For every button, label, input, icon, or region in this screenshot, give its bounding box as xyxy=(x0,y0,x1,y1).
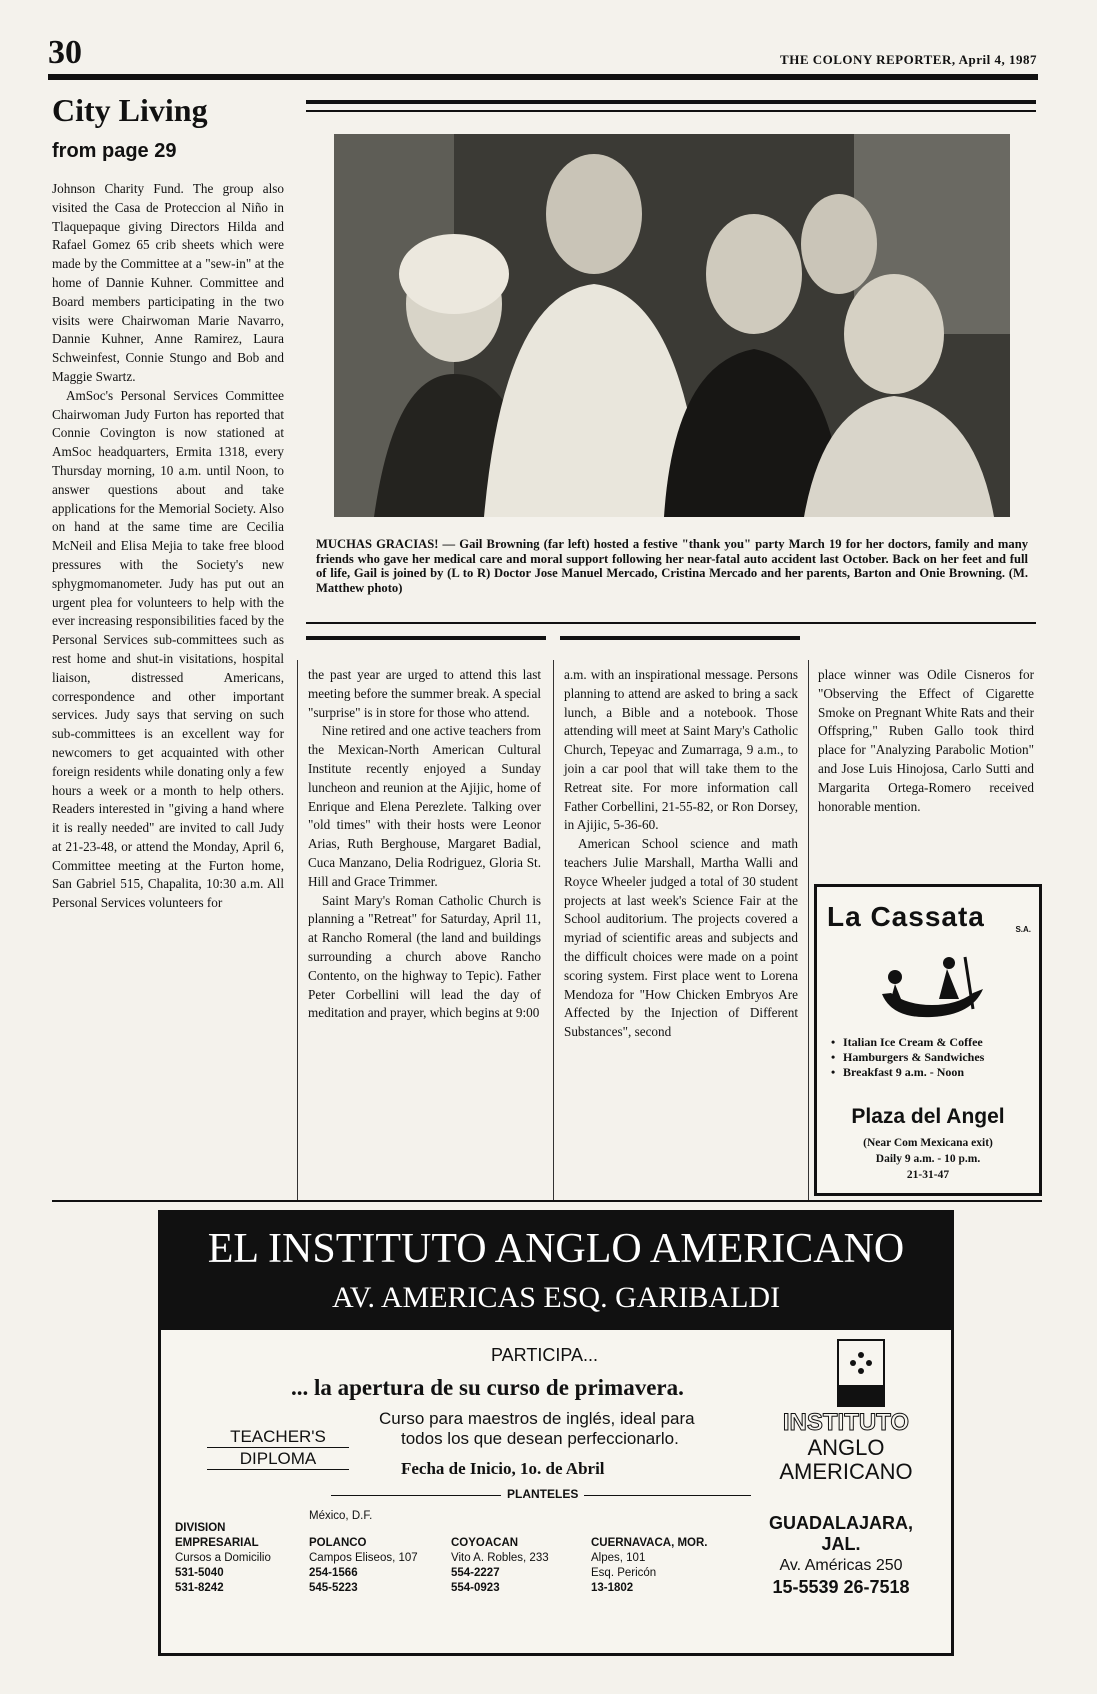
ad-location-guadalajara xyxy=(751,1513,931,1599)
article-heading: City Living xyxy=(52,92,208,128)
location-phone: 531-5040 xyxy=(175,1567,224,1579)
location-title: DIVISION xyxy=(175,1522,226,1534)
ad-la-cassata xyxy=(814,884,1042,1196)
article-column-2 xyxy=(308,666,541,1023)
ad-cassata-sa: S.A. xyxy=(1015,925,1031,934)
ad-planteles: PLANTELES xyxy=(501,1487,584,1501)
ad-location-coyoacan xyxy=(451,1536,549,1596)
location-phone: 531-8242 xyxy=(175,1582,224,1594)
article-paragraph: American School science and math teachers Julie Marshall, Martha Walli and Royce Wheeler judged a total of 30 student projects at last week's Science Fair at the School auditorium. The projects covered a myriad of scientific areas and subjects and the difficult choices were made on a point scoring system. First place went to Lorena Mendoza for "How Chicken Embryos Are Affected by the Injection of Different Substances", second xyxy=(564,836,798,1040)
location-address: Cursos a Domicilio xyxy=(175,1552,271,1564)
ad-location-cuernavaca xyxy=(591,1536,708,1596)
ad-location-division xyxy=(175,1521,271,1596)
location-title: COYOACAN xyxy=(451,1537,519,1549)
ad-cassata-phone: 21-31-47 xyxy=(906,1169,950,1181)
instituto-logo-icon xyxy=(837,1339,885,1407)
article-column-4 xyxy=(818,666,1034,816)
photo-caption: MUCHAS GRACIAS! — Gail Browning (far left) hosted a festive "thank you" party March 19 for her doctors, family and many friends who gave her medical care and moral support following her near-fatal auto accident last October. Back on her feet and full of life, Gail is joined by (L to R) Doctor Jose Manuel Mercado, Cristina Mercado and her parents, Barton and Onie Browning. (M. Matthew photo) xyxy=(316,537,1028,595)
article-paragraph: Johnson Charity Fund. The group also visited the Casa de Proteccion al Niño in Tlaquepaque giving Directors Hilda and Rafael Gomez 65 crib sheets which were made by the Committee at a "sew-in" at the home of Dannie Kuhner. Committee and Board members participating in the two visits were Chairwoman Marie Navarro, Dannie Kuhner, Anne Ramirez, Laura Schweinfest, Connie Stungo and Bob and Maggie Swartz. xyxy=(52,181,284,384)
location-address: Alpes, 101 xyxy=(591,1552,646,1564)
col3-top-rule xyxy=(560,636,800,640)
ad-participa: PARTICIPA... xyxy=(491,1345,599,1365)
ad-logo-line2: AMERICANO xyxy=(779,1459,913,1484)
article-paragraph: Nine retired and one active teachers from the Mexican-North American Cultural Institute recently enjoyed a Sunday luncheon and reunion at the Ajijic, home of Enrique and Elena Perezlete. Talking over "old times" with their hosts were Leonor Arias, Ruth Berghouse, Margaret Badial, Cuca Manzano, Delia Rodriguez, Gloria St. Hill and Grace Trimmer. xyxy=(308,723,541,889)
ad-cassata-hours: Daily 9 a.m. - 10 p.m. xyxy=(875,1153,981,1165)
ad-mexico-df: México, D.F. xyxy=(309,1510,373,1522)
column-divider xyxy=(553,660,554,1200)
location-phone: 13-1802 xyxy=(591,1582,634,1594)
header-rule xyxy=(48,74,1038,80)
ad-cassata-item: • Hamburgers & Sandwiches xyxy=(843,1050,1039,1065)
ad-course-line2: todos los que desean perfeccionarlo. xyxy=(401,1429,679,1448)
article-paragraph: a.m. with an inspirational message. Persons planning to attend are asked to bring a sack lunch, a Bible and a notebook. Those attending will meet at Saint Mary's Catholic Church, Tepeyac and Zumarraga, 9 a.m., to join a car pool that will take them to the Retreat site. For more information call Father Corbellini, 21-55-82, or Ron Dorsey, in Ajijic, 5-36-60. xyxy=(564,667,798,833)
ad-logo-outline: INSTITUTO xyxy=(782,1409,910,1436)
ad-logo-line1: ANGLO xyxy=(807,1435,885,1460)
ad-cassata-item: • Breakfast 9 a.m. - Noon xyxy=(843,1065,1039,1080)
location-title: GUADALAJARA, xyxy=(769,1513,913,1533)
ad-cassata-place: Plaza del Angel xyxy=(851,1105,1005,1128)
location-address: Vito A. Robles, 233 xyxy=(451,1552,549,1564)
ad-cassata-item: • Italian Ice Cream & Coffee xyxy=(843,1035,1039,1050)
location-address: Esq. Pericón xyxy=(591,1567,657,1579)
article-paragraph: AmSoc's Personal Services Committee Chairwoman Judy Furton has reported that Connie Covington is now stationed at AmSoc headquarters, Ermita 1318, every Thursday morning, 10 a.m. until Noon, to answer questions about and take applications for the Memorial Society. Also on hand at the same time are Cecilia McNeil and Elisa Mejia to take free blood pressures with the Society's new sphygmomanometer. Judy has put out an urgent plea for volunteers to help with the ever increasing responsibilities faced by the Personal Services sub-committees such as rest home and shut-in visitations, hospital liaison, distressed Americans, correspondence and other important services. Judy says that serving on such sub-committees is an excellent way for newcomers to get acquainted with other foreign residents while donating only a few hours a week or a month to help others. Readers interested in "giving a hand where it is really needed" are invited to call Judy at 21-23-48, or attend the Monday, April 6, Committee meeting at the Furton home, San Gabriel 515, Chapalita, 10:30 a.m. All Personal Services volunteers for xyxy=(52,387,284,911)
gondola-icon xyxy=(877,949,987,1029)
article-paragraph: the past year are urged to attend this last meeting before the summer break. A special "surprise" is in store for those who attend. xyxy=(308,667,541,720)
article-column-3 xyxy=(564,666,798,1042)
location-phone: 554-0923 xyxy=(451,1582,500,1594)
location-title: CUERNAVACA, MOR. xyxy=(591,1537,708,1549)
location-title: EMPRESARIAL xyxy=(175,1537,259,1549)
ad-instituto-title: EL INSTITUTO ANGLO AMERICANO xyxy=(207,1226,905,1272)
ad-cassata-items xyxy=(829,1035,1039,1080)
location-phone: 15-5539 26-7518 xyxy=(772,1577,910,1597)
location-address: Campos Eliseos, 107 xyxy=(309,1552,418,1564)
party-photo xyxy=(334,134,1010,517)
article-subheading: from page 29 xyxy=(52,140,177,162)
photo-top-rule xyxy=(306,100,1036,104)
ad-instituto-anglo-americano xyxy=(158,1210,954,1656)
ad-cassata-location: (Near Com Mexicana exit) xyxy=(863,1137,993,1149)
column-divider xyxy=(808,660,809,1200)
location-phone: 554-2227 xyxy=(451,1567,500,1579)
col2-top-rule xyxy=(306,636,546,640)
ad-instituto-banner xyxy=(161,1213,951,1330)
location-address: Av. Américas 250 xyxy=(779,1557,903,1574)
ad-course-line1: Curso para maestros de inglés, ideal para xyxy=(379,1409,695,1428)
column-divider xyxy=(297,660,298,1200)
article-paragraph: Saint Mary's Roman Catholic Church is planning a "Retreat" for Saturday, April 11, at Rancho Romeral (the land and buildings surrounding a church above Rancho Contento, on the highway to Tepic). Father Peter Corbellini will lead the day of meditation and prayer, which begins at 9:00 xyxy=(308,892,541,1021)
content-bottom-rule xyxy=(52,1200,1042,1202)
location-title: JAL. xyxy=(821,1534,861,1554)
ad-diploma-line2: DIPLOMA xyxy=(207,1449,349,1470)
ad-diploma-line1: TEACHER'S xyxy=(207,1427,349,1448)
masthead: THE COLONY REPORTER, April 4, 1987 xyxy=(780,52,1037,67)
ad-cassata-brand: La Cassata xyxy=(827,901,985,932)
location-title: POLANCO xyxy=(309,1537,367,1549)
ad-start-date: Fecha de Inicio, 1o. de Abril xyxy=(401,1459,605,1478)
photo-top-rule-thin xyxy=(306,110,1036,112)
location-phone: 545-5223 xyxy=(309,1582,358,1594)
party-photo-image xyxy=(334,134,1010,517)
article-column-1 xyxy=(52,180,284,913)
ad-instituto-address: AV. AMERICAS ESQ. GARIBALDI xyxy=(331,1281,781,1314)
ad-apertura: ... la apertura de su curso de primavera. xyxy=(291,1375,684,1400)
location-phone: 254-1566 xyxy=(309,1567,358,1579)
page-number: 30 xyxy=(48,34,82,71)
ad-location-polanco xyxy=(309,1536,418,1596)
caption-rule xyxy=(306,622,1036,624)
article-paragraph: place winner was Odile Cisneros for "Observing the Effect of Cigarette Smoke on Pregnant White Rats and their Offspring," Ruben Gallo took third place for "Analyzing Parabolic Motion" and Jose Luis Hinojosa, Carlo Sutti and Margarita Ortega-Romero received honorable mention. xyxy=(818,667,1034,814)
